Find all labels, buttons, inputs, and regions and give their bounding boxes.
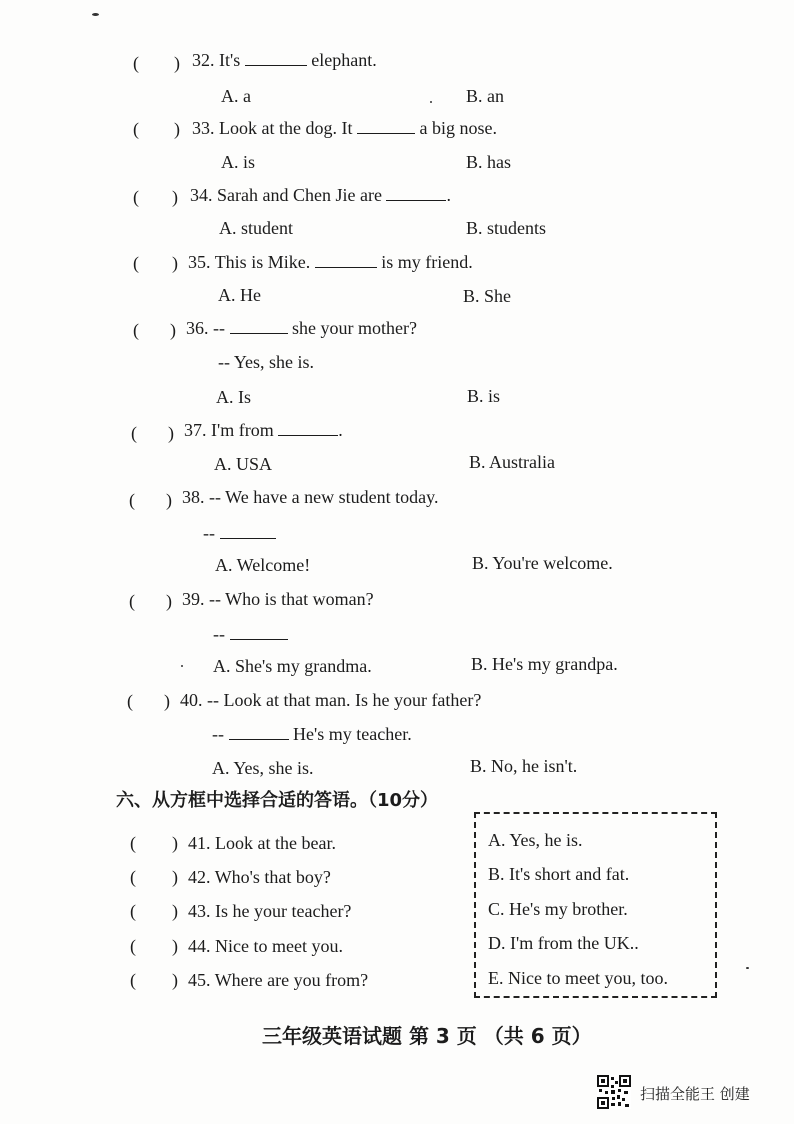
option-b[interactable]: B. No, he isn't. — [470, 756, 578, 776]
question-text: -- We have a new student today. — [209, 487, 439, 507]
answer-blank[interactable] — [245, 51, 307, 66]
question-36 — [186, 317, 417, 339]
question-32 — [192, 49, 377, 71]
answer-paren-close: ) — [174, 53, 180, 73]
question-number: 34. — [190, 185, 213, 205]
question-text: Where are you from? — [214, 970, 369, 990]
question-text: Look at the dog. It — [219, 118, 353, 138]
question-text: . — [338, 420, 343, 440]
question-number: 41. — [188, 833, 211, 853]
reply-line — [212, 723, 412, 745]
scan-speck — [181, 665, 183, 667]
reply-dash: -- — [213, 624, 225, 644]
option-b[interactable]: B. students — [466, 218, 547, 238]
option-a[interactable]: A. Welcome! — [215, 555, 311, 575]
answer-paren-open[interactable]: ( — [130, 970, 136, 990]
choice-b: B. It's short and fat. — [488, 864, 630, 884]
reply-text: He's my teacher. — [293, 724, 412, 744]
choice-e: E. Nice to meet you, too. — [488, 968, 668, 988]
option-a[interactable]: A. She's my grandma. — [213, 656, 372, 676]
answer-paren-close: ) — [172, 936, 178, 956]
reply-line — [213, 623, 288, 645]
answer-blank[interactable] — [230, 319, 288, 334]
answer-blank[interactable] — [386, 186, 446, 201]
question-35 — [188, 251, 473, 273]
answer-paren-open[interactable]: ( — [130, 867, 136, 887]
question-text: Look at the bear. — [215, 833, 336, 853]
answer-blank[interactable] — [315, 253, 377, 268]
question-number: 38. — [182, 487, 205, 507]
answer-paren-open[interactable]: ( — [127, 691, 133, 711]
option-a[interactable]: A. Is — [216, 387, 251, 407]
question-number: 43. — [188, 901, 211, 921]
question-text: Who's that boy? — [214, 867, 331, 887]
question-number: 44. — [188, 936, 211, 956]
reply-dash: -- — [203, 523, 215, 543]
question-text: -- — [213, 318, 225, 338]
answer-paren-close: ) — [172, 970, 178, 990]
question-33 — [192, 117, 497, 139]
question-42 — [188, 866, 331, 888]
answer-paren-open[interactable]: ( — [133, 53, 139, 73]
choice-d: D. I'm from the UK.. — [488, 933, 639, 953]
option-a[interactable]: A. is — [221, 152, 256, 172]
answer-paren-open[interactable]: ( — [133, 187, 139, 207]
question-text: I'm from — [211, 420, 274, 440]
scan-speck — [92, 13, 99, 16]
question-text: she your mother? — [292, 318, 417, 338]
reply-line — [203, 522, 276, 544]
question-text: Nice to meet you. — [215, 936, 343, 956]
question-41 — [188, 832, 336, 854]
answer-paren-close: ) — [172, 867, 178, 887]
choice-a: A. Yes, he is. — [488, 830, 583, 850]
question-number: 32. — [192, 50, 215, 70]
answer-paren-open[interactable]: ( — [133, 253, 139, 273]
answer-paren-open[interactable]: ( — [130, 833, 136, 853]
option-b[interactable]: B. Australia — [469, 452, 555, 472]
choice-c: C. He's my brother. — [488, 899, 628, 919]
answer-paren-open[interactable]: ( — [129, 490, 135, 510]
question-38 — [182, 486, 438, 508]
question-44 — [188, 935, 343, 957]
question-text: a big nose. — [419, 118, 497, 138]
question-37 — [184, 419, 343, 441]
reply-dash: -- — [212, 724, 224, 744]
answer-paren-open[interactable]: ( — [130, 901, 136, 921]
option-a[interactable]: A. USA — [214, 454, 273, 474]
question-number: 45. — [188, 970, 211, 990]
question-number: 40. — [180, 690, 203, 710]
option-b[interactable]: B. She — [463, 286, 512, 306]
answer-paren-close: ) — [164, 691, 170, 711]
question-text: This is Mike. — [214, 252, 311, 272]
option-a[interactable]: A. student — [219, 218, 293, 238]
answer-paren-close: ) — [166, 490, 172, 510]
question-text: is my friend. — [381, 252, 473, 272]
answer-paren-close: ) — [172, 901, 178, 921]
reply-line: -- Yes, she is. — [218, 352, 315, 372]
answer-blank[interactable] — [357, 119, 415, 134]
scan-speck — [746, 967, 749, 969]
question-text: Is he your teacher? — [215, 901, 352, 921]
option-b[interactable]: B. You're welcome. — [472, 553, 613, 573]
question-43 — [188, 900, 351, 922]
scan-speck — [430, 101, 432, 103]
question-text: elephant. — [311, 50, 377, 70]
answer-blank[interactable] — [229, 725, 289, 740]
question-34 — [190, 184, 451, 206]
question-text: -- Who is that woman? — [209, 589, 374, 609]
page-footer: 三年级英语试题 第 3 页 （共 6 页） — [262, 1024, 592, 1048]
question-45 — [188, 969, 368, 991]
answer-paren-close: ) — [170, 320, 176, 340]
question-40 — [180, 689, 481, 711]
answer-blank[interactable] — [220, 524, 276, 539]
answer-paren-close: ) — [172, 187, 178, 207]
question-number: 37. — [184, 420, 207, 440]
answer-blank[interactable] — [230, 625, 288, 640]
option-b[interactable]: B. is — [467, 386, 501, 406]
question-text: -- Look at that man. Is he your father? — [207, 690, 482, 710]
question-number: 39. — [182, 589, 205, 609]
question-text: It's — [219, 50, 241, 70]
option-a[interactable]: A. a — [221, 86, 251, 106]
qr-code-icon — [597, 1075, 631, 1109]
answer-paren-open[interactable]: ( — [131, 423, 137, 443]
option-b[interactable]: B. He's my grandpa. — [471, 654, 618, 674]
question-number: 42. — [188, 867, 211, 887]
question-number: 36. — [186, 318, 209, 338]
question-number: 33. — [192, 118, 215, 138]
question-39 — [182, 588, 374, 610]
question-number: 35. — [188, 252, 211, 272]
answer-paren-close: ) — [168, 423, 174, 443]
answer-paren-close: ) — [174, 119, 180, 139]
option-b[interactable]: B. an — [466, 86, 504, 106]
question-text: Sarah and Chen Jie are — [217, 185, 382, 205]
option-a[interactable]: A. Yes, she is. — [212, 758, 314, 778]
section-6-title: 六、从方框中选择合适的答语。（10分） — [116, 790, 439, 811]
answer-paren-open[interactable]: ( — [133, 119, 139, 139]
answer-paren-open[interactable]: ( — [133, 320, 139, 340]
answer-paren-close: ) — [172, 833, 178, 853]
option-a[interactable]: A. He — [218, 285, 261, 305]
answer-blank[interactable] — [278, 421, 338, 436]
option-b[interactable]: B. has — [466, 152, 511, 172]
scanner-watermark: 扫描全能王 创建 — [640, 1085, 750, 1103]
question-text: . — [446, 185, 451, 205]
answer-paren-close: ) — [166, 591, 172, 611]
answer-paren-open[interactable]: ( — [129, 591, 135, 611]
answer-paren-open[interactable]: ( — [130, 936, 136, 956]
answer-paren-close: ) — [172, 253, 178, 273]
